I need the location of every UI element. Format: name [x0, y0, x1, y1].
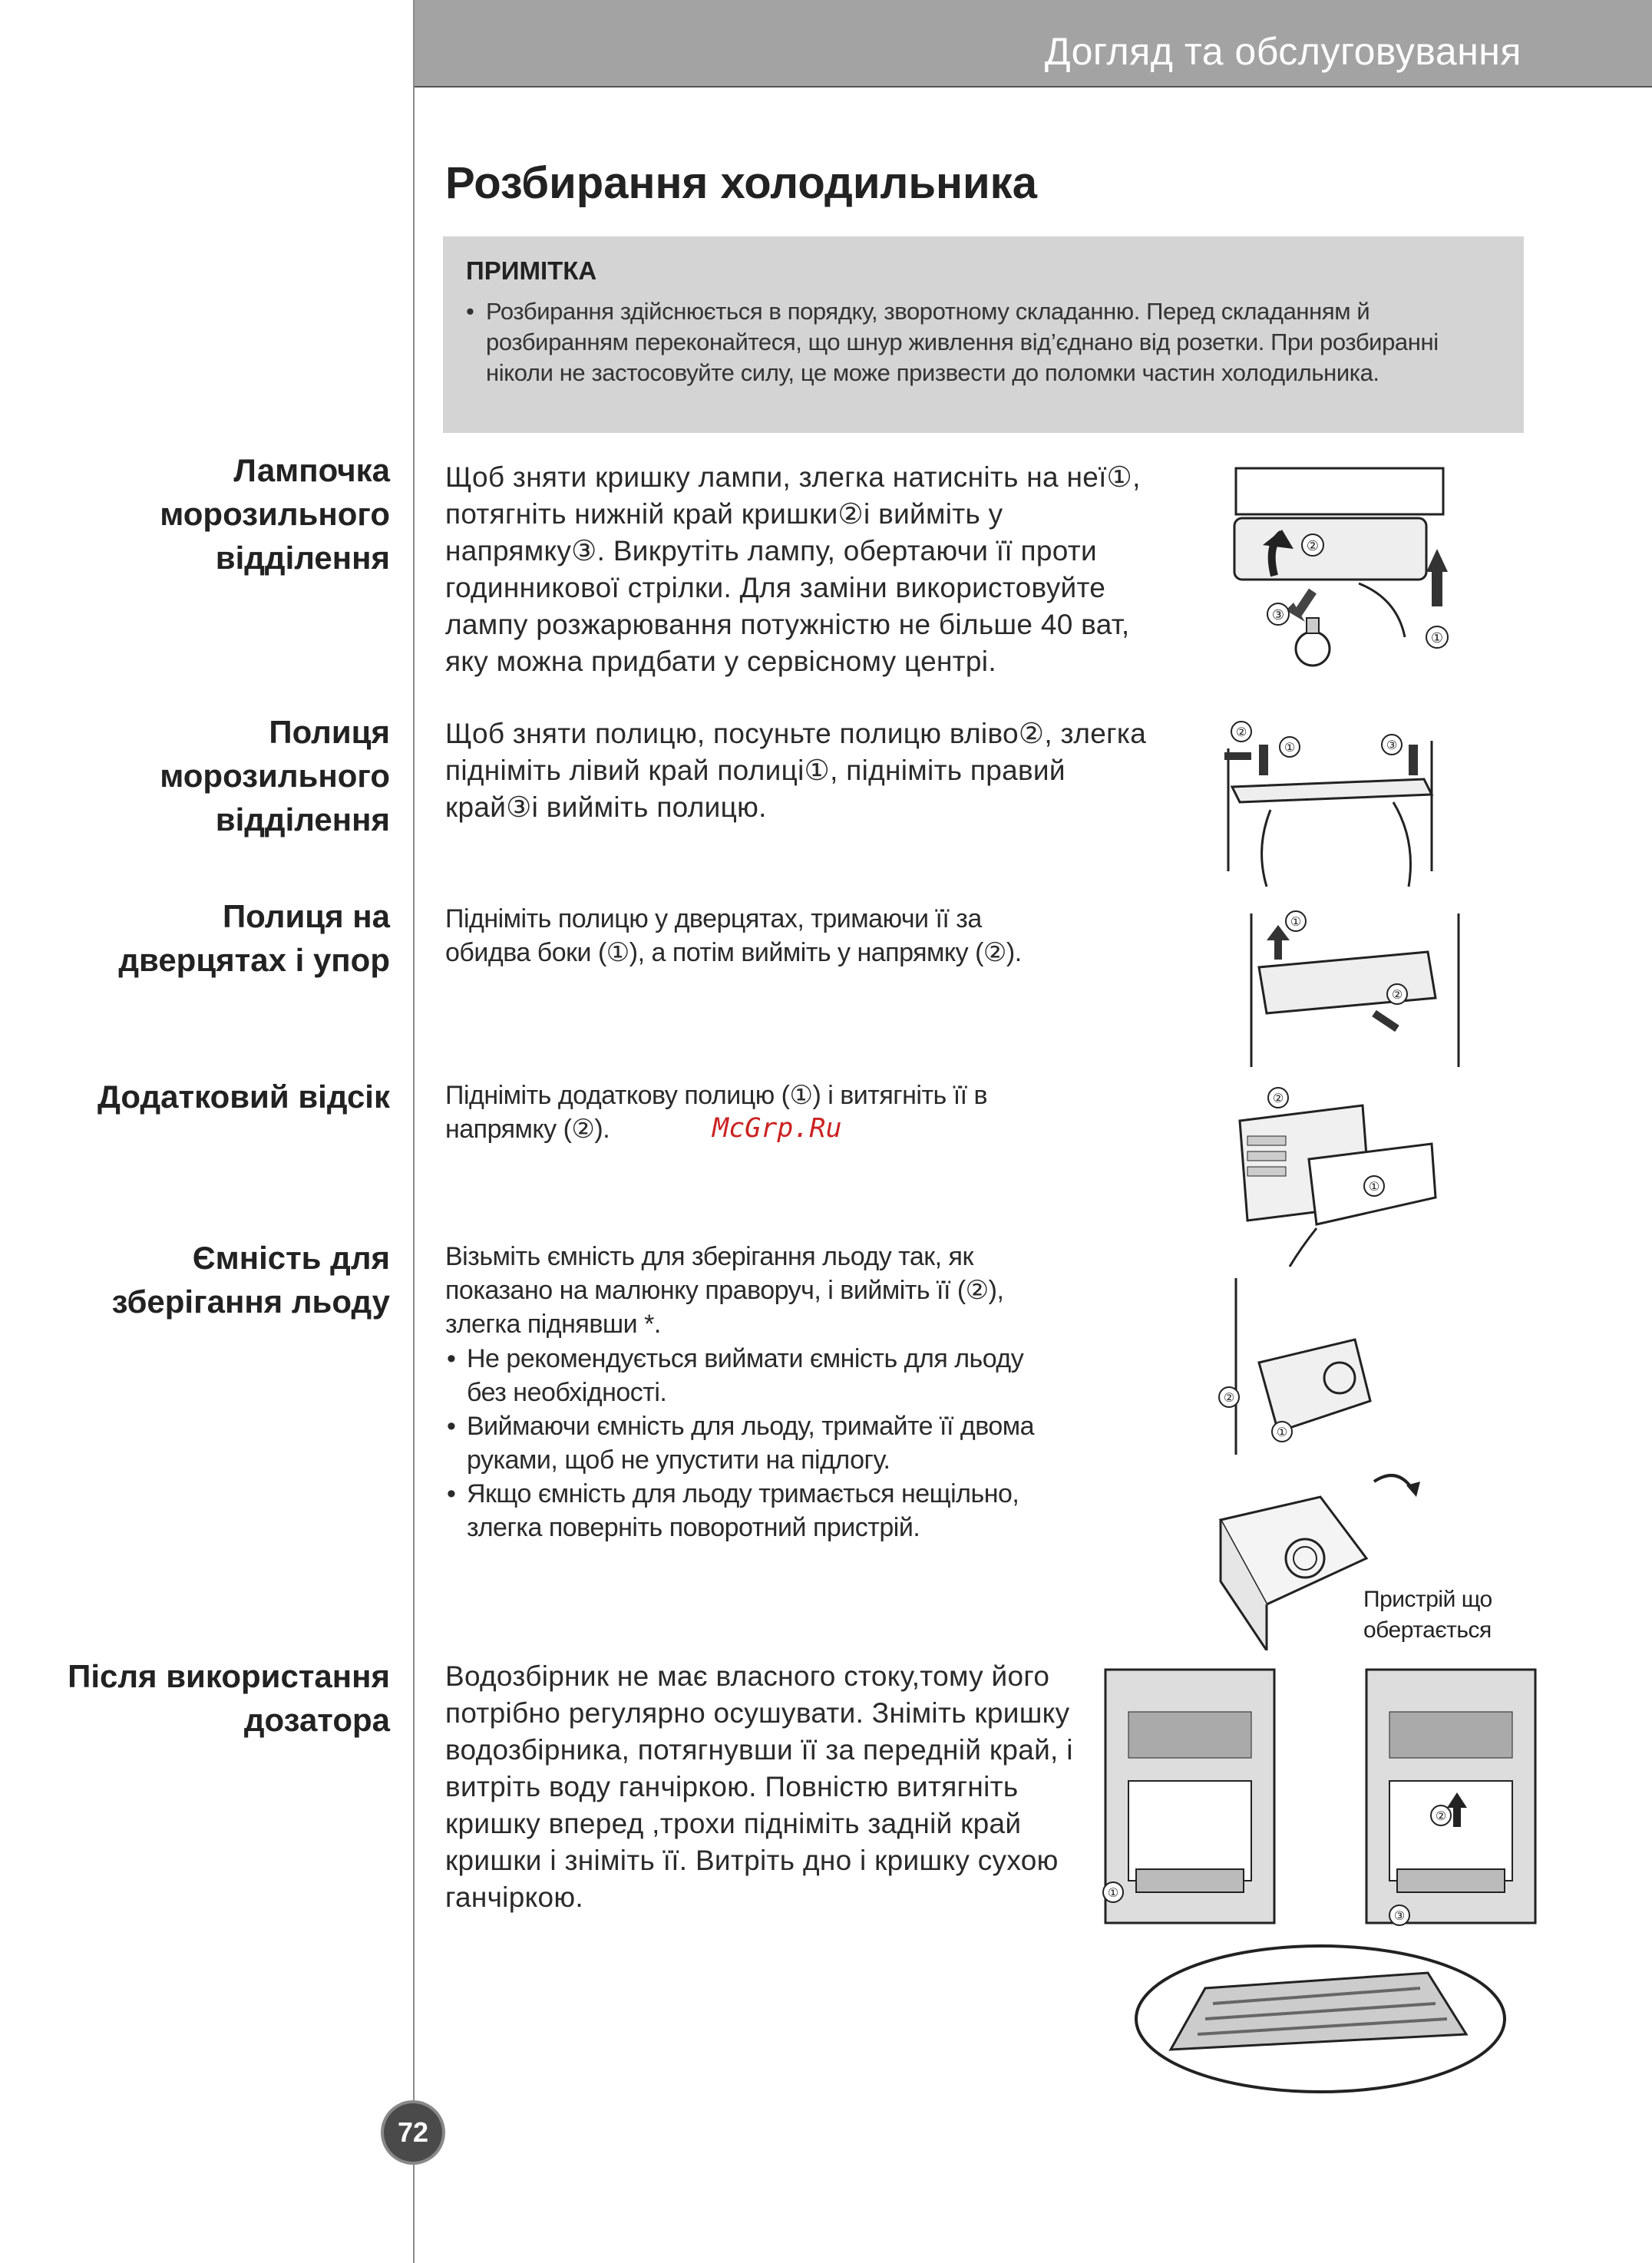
- section-label-door-shelf: Полиця на дверцятах і упор: [118, 898, 390, 978]
- list-item: • Виймаючи ємність для льоду, тримайте її двома руками, щоб не упустити на підлогу.: [445, 1409, 1059, 1477]
- section-text-dispenser: Водозбірник не має власного стоку,тому його потрібно регулярно осушувати. Зніміть кришку водозбірника, потягнувши її за передній край, і витріть воду ганчіркою. Повністю витягніть кришку вперед ,трохи підніміть задній край кришки і зніміть її. Витріть дно і кришку сухою ганчіркою.: [445, 1660, 1073, 1913]
- ice-bin-bullets: [445, 1342, 1059, 1544]
- marker-2: ②: [1223, 1392, 1235, 1405]
- section-text-freezer-lamp: Щоб зняти кришку лампи, злегка натисніть на неї①, потягніть нижній край кришки②і вийміть у напрямку③. Викрутіть лампу, обертаючи її проти годинникової стрілки. Для заміни використовуйте лампу розжарювання потужністю не більше 40 ват, яку можна придбати у сервісному центрі.: [445, 461, 1141, 677]
- margin-rule: [413, 0, 415, 2263]
- rotator-caption: Пристрій що обертається: [1363, 1587, 1492, 1643]
- freezer-shelf-illustration: [1194, 718, 1447, 898]
- section-text-ice-bin: Візьміть ємність для зберігання льоду так, як показано на малюнку праворуч, і вийміть її (②), злегка піднявши *.: [445, 1242, 1004, 1339]
- marker-1: ①: [1290, 916, 1302, 929]
- section-text-door-shelf: Підніміть полицю у дверцятах, тримаючи її за обидва боки (①), а потім вийміть у напрямку (②).: [445, 904, 1022, 967]
- list-item: • Не рекомендується виймати ємність для льоду без необхідності.: [445, 1342, 1059, 1409]
- marker-3: ③: [1271, 607, 1285, 623]
- header-bar: [414, 0, 1652, 88]
- marker-3: ③: [1386, 739, 1398, 752]
- marker-1: ①: [1276, 1426, 1288, 1439]
- marker-2: ②: [1435, 1810, 1447, 1823]
- ice-bin-illustration: [1217, 1278, 1416, 1455]
- list-item: • Якщо ємність для льоду тримається нещільно, злегка поверніть поворотний пристрій.: [445, 1477, 1059, 1544]
- section-text-freezer-shelf: Щоб зняти полицю, посуньте полицю вліво②, злегка підніміть лівий край полиці①, підніміть правий край③і вийміть полицю.: [445, 718, 1147, 823]
- section-text-extra-compartment: Підніміть додаткову полицю (①) і витягніть її в напрямку (②).: [445, 1081, 988, 1144]
- section-label-ice-bin: Ємність для зберігання льоду: [111, 1240, 390, 1320]
- marker-1: ①: [1107, 1887, 1119, 1900]
- marker-1: ①: [1284, 742, 1296, 755]
- header-title: Догляд та обслуговування: [1044, 30, 1521, 73]
- marker-2: ②: [1235, 726, 1247, 739]
- watermark: McGrp.Ru: [712, 1113, 842, 1144]
- marker-2: ②: [1391, 989, 1403, 1002]
- section-label-extra-compartment: Додатковий відсік: [97, 1079, 390, 1115]
- marker-1: ①: [1368, 1181, 1380, 1194]
- marker-1: ①: [1430, 630, 1444, 646]
- marker-2: ②: [1272, 1092, 1284, 1105]
- section-label-freezer-lamp: Лампочка морозильного відділення: [160, 452, 390, 576]
- freezer-lamp-illustration: [1221, 461, 1459, 706]
- note-box: [443, 236, 1524, 433]
- section-label-freezer-shelf: Полиця морозильного відділення: [160, 714, 390, 837]
- section-label-dispenser: Після використання дозатора: [68, 1658, 390, 1738]
- page-number: 72: [384, 2103, 442, 2162]
- extra-compartment-illustration: [1224, 1075, 1439, 1270]
- page-title: Розбирання холодильника: [445, 158, 1037, 208]
- door-shelf-illustration: [1244, 906, 1474, 1071]
- note-heading: ПРИМІТКА: [466, 256, 597, 285]
- marker-3: ③: [1393, 1910, 1406, 1923]
- note-text: • Розбирання здійснюється в порядку, зворотному складанню. Перед складанням й розбиранням переконайтеся, що шнур живлення від’єднано від розетки. При розбиранні ніколи не застосовуйте силу, це може призвести до поломки частин холодильника.: [464, 296, 1502, 388]
- marker-2: ②: [1306, 538, 1320, 553]
- dispenser-illustration: [1098, 1666, 1558, 2096]
